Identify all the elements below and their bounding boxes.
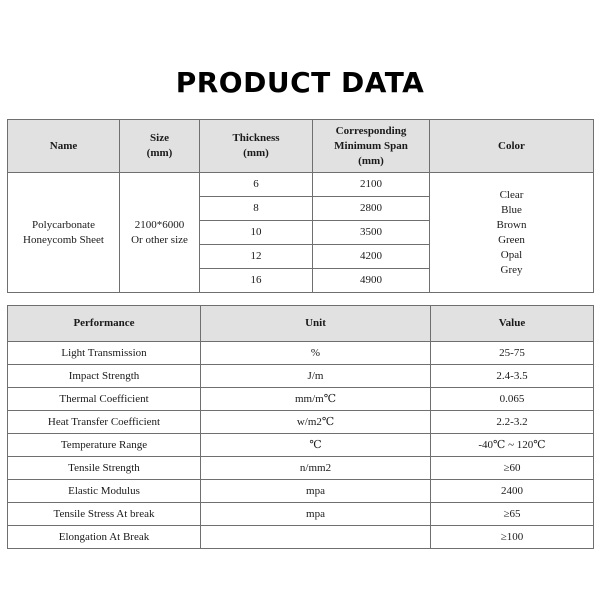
product-table [7,119,594,293]
table-row [8,480,594,503]
performance-cell: Impact Strength [8,365,201,388]
span-cell: 4900 [313,269,430,293]
header-color: Color [430,120,594,173]
unit-cell: ℃ [201,434,431,457]
thickness-cell: 6 [200,173,313,197]
table-row [8,365,594,388]
performance-cell: Elongation At Break [8,526,201,549]
performance-cell: Thermal Coefficient [8,388,201,411]
table-row [8,457,594,480]
header-size: Size (mm) [120,120,200,173]
value-cell: 2400 [431,480,594,503]
product-name-cell: Polycarbonate Honeycomb Sheet [8,173,120,293]
product-table-header [8,120,594,173]
value-cell: ≥65 [431,503,594,526]
header-name: Name [8,120,120,173]
thickness-cell: 12 [200,245,313,269]
performance-cell: Tensile Stress At break [8,503,201,526]
header-performance: Performance [8,306,201,342]
header-unit: Unit [201,306,431,342]
performance-table [7,305,594,549]
value-cell: 2.4-3.5 [431,365,594,388]
unit-cell: w/m2℃ [201,411,431,434]
page-title: PRODUCT DATA [175,66,425,99]
thickness-cell: 8 [200,197,313,221]
performance-cell: Light Transmission [8,342,201,365]
header-value: Value [431,306,594,342]
unit-cell: J/m [201,365,431,388]
table-row [8,388,594,411]
value-cell: 2.2-3.2 [431,411,594,434]
table-row [8,411,594,434]
span-cell: 3500 [313,221,430,245]
unit-cell: mm/m℃ [201,388,431,411]
table-row [8,173,594,197]
span-cell: 2100 [313,173,430,197]
performance-table-header [8,306,594,342]
performance-cell: Elastic Modulus [8,480,201,503]
color-list-cell: Clear Blue Brown Green Opal Grey [430,173,594,293]
table-row [8,526,594,549]
header-minimum-span: Corresponding Minimum Span (mm) [313,120,430,173]
span-cell: 4200 [313,245,430,269]
value-cell: -40℃ ~ 120℃ [431,434,594,457]
header-thickness: Thickness (mm) [200,120,313,173]
performance-cell: Tensile Strength [8,457,201,480]
unit-cell [201,526,431,549]
performance-cell: Temperature Range [8,434,201,457]
value-cell: 25-75 [431,342,594,365]
table-row [8,434,594,457]
thickness-cell: 16 [200,269,313,293]
unit-cell: % [201,342,431,365]
table-row [8,342,594,365]
unit-cell: n/mm2 [201,457,431,480]
value-cell: ≥100 [431,526,594,549]
product-size-cell: 2100*6000 Or other size [120,173,200,293]
span-cell: 2800 [313,197,430,221]
unit-cell: mpa [201,503,431,526]
unit-cell: mpa [201,480,431,503]
table-row [8,503,594,526]
thickness-cell: 10 [200,221,313,245]
value-cell: 0.065 [431,388,594,411]
performance-cell: Heat Transfer Coefficient [8,411,201,434]
value-cell: ≥60 [431,457,594,480]
